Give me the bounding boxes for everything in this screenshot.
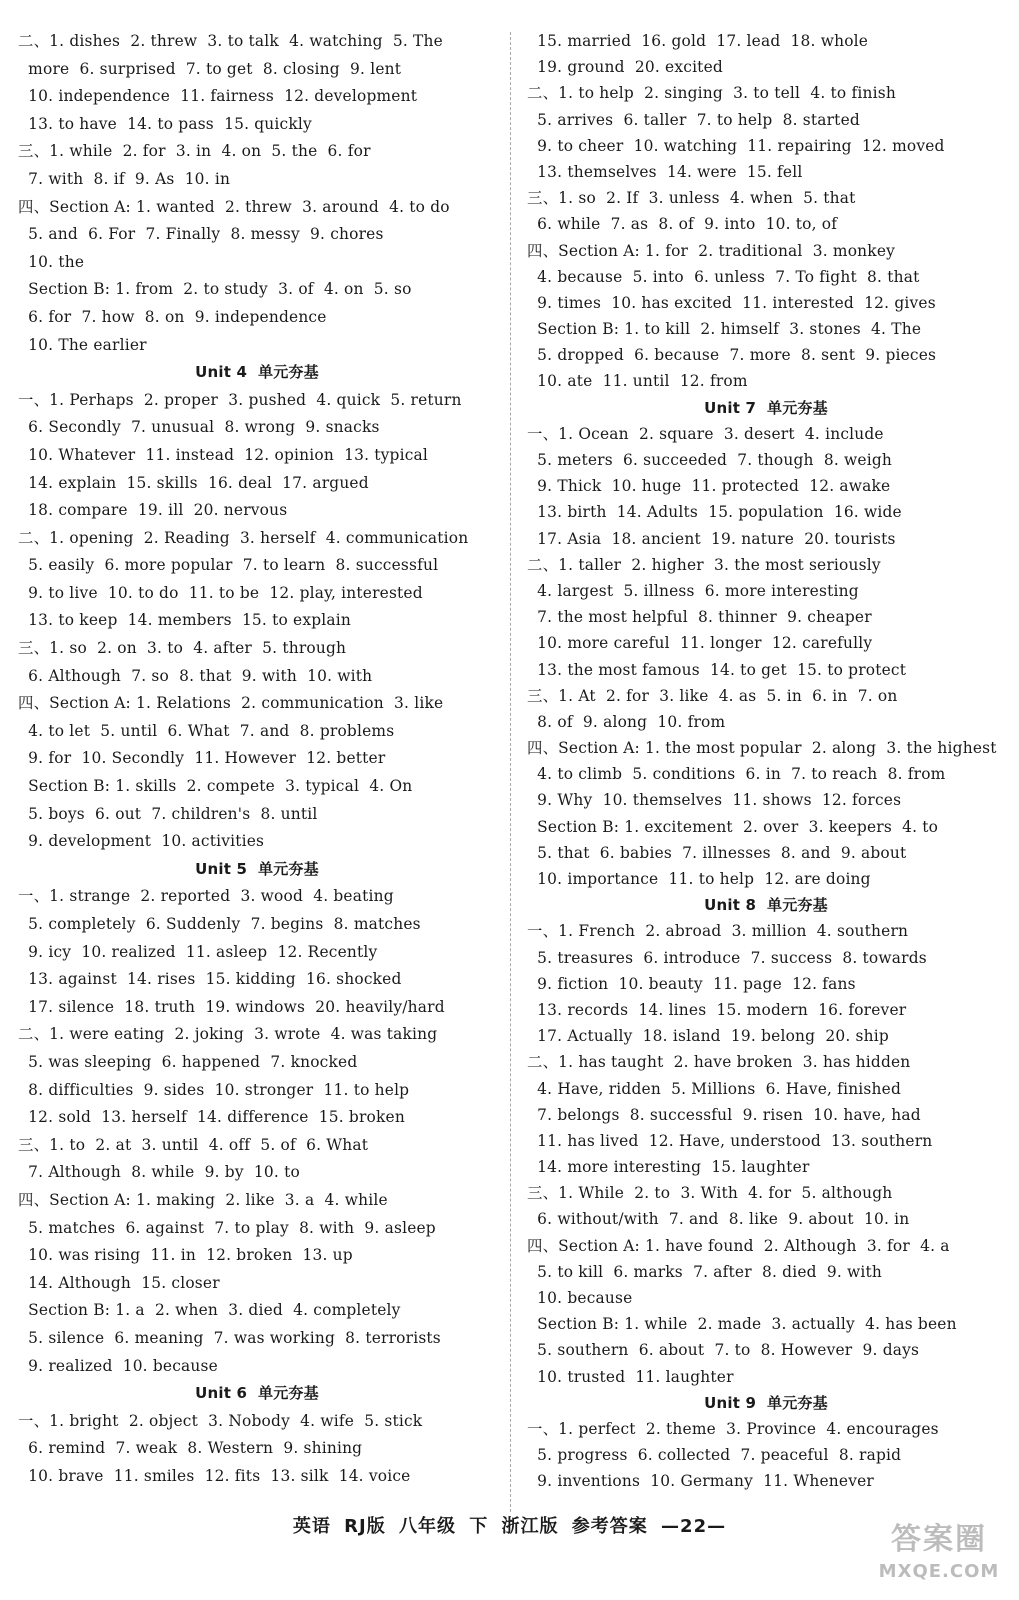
answer-line: 9. development 10. activities <box>18 832 265 851</box>
answer-line: 14. explain 15. skills 16. deal 17. argued <box>18 473 369 492</box>
unit-heading: Unit 5 单元夯基 <box>195 859 319 878</box>
answer-line: 一、1. Perhaps 2. proper 3. pushed 4. quick 5. return <box>18 390 462 409</box>
answer-line: 三、1. so 2. on 3. to 4. after 5. through <box>18 639 347 658</box>
answer-line: 7. the most helpful 8. thinner 9. cheaper <box>527 608 872 627</box>
answer-line: 6. while 7. as 8. of 9. into 10. to, of <box>527 215 838 234</box>
answer-line: 5. was sleeping 6. happened 7. knocked <box>18 1052 358 1071</box>
answer-line: 10. was rising 11. in 12. broken 13. up <box>18 1246 353 1265</box>
answer-line: 6. for 7. how 8. on 9. independence <box>18 307 327 326</box>
answer-line: 4. largest 5. illness 6. more interesting <box>527 581 859 600</box>
answer-line: 13. to have 14. to pass 15. quickly <box>18 114 312 133</box>
answer-line: 二、1. dishes 2. threw 3. to talk 4. watching 5. The <box>18 32 443 50</box>
answer-line: 5. boys 6. out 7. children's 8. until <box>18 804 318 823</box>
answer-line: 9. inventions 10. Germany 11. Whenever <box>527 1472 874 1491</box>
answer-line: 5. silence 6. meaning 7. was working 8. terrorists <box>18 1328 441 1347</box>
watermark-logo <box>869 1520 1009 1592</box>
answer-line: 9. to live 10. to do 11. to be 12. play, interested <box>18 583 423 602</box>
answer-line: 8. of 9. along 10. from <box>527 712 726 731</box>
answer-line: 9. Thick 10. huge 11. protected 12. awake <box>527 477 891 496</box>
answer-line: 5. matches 6. against 7. to play 8. with 9. asleep <box>18 1218 436 1237</box>
answer-line: 7. Although 8. while 9. by 10. to <box>18 1163 300 1182</box>
answer-line: 13. against 14. rises 15. kidding 16. shocked <box>18 970 402 989</box>
answer-line: 5. progress 6. collected 7. peaceful 8. rapid <box>527 1446 902 1465</box>
answer-line: 三、1. to 2. at 3. until 4. off 5. of 6. What <box>18 1135 369 1154</box>
unit-heading: Unit 9 单元夯基 <box>704 1393 828 1412</box>
answer-line: 9. Why 10. themselves 11. shows 12. forces <box>527 791 902 810</box>
answer-line: 13. birth 14. Adults 15. population 16. wide <box>527 503 902 522</box>
answer-line: 10. because <box>527 1289 633 1307</box>
answer-line: 13. themselves 14. were 15. fell <box>527 162 803 181</box>
answer-line: 10. ate 11. until 12. from <box>527 372 748 391</box>
answer-line: 6. Secondly 7. unusual 8. wrong 9. snacks <box>18 418 380 437</box>
answer-line: 10. The earlier <box>18 335 147 354</box>
unit-heading: Unit 4 单元夯基 <box>195 363 319 382</box>
answer-line: 9. times 10. has excited 11. interested 12. gives <box>527 293 936 312</box>
answer-line: 4. because 5. into 6. unless 7. To fight 8. that <box>527 267 920 286</box>
answer-line: 18. compare 19. ill 20. nervous <box>18 501 288 520</box>
answer-line: 6. remind 7. weak 8. Western 9. shining <box>18 1439 363 1458</box>
answer-line: 一、1. strange 2. reported 3. wood 4. beating <box>18 887 394 906</box>
answer-line: 二、1. opening 2. Reading 3. herself 4. communication <box>18 528 469 547</box>
answer-line: 4. to let 5. until 6. What 7. and 8. problems <box>18 721 395 740</box>
answer-line: 四、Section A: 1. wanted 2. threw 3. around 4. to do <box>18 197 450 216</box>
answer-line: 17. Actually 18. island 19. belong 20. ship <box>527 1027 889 1046</box>
answer-line: 8. difficulties 9. sides 10. stronger 11. to help <box>18 1080 410 1099</box>
answer-line: 四、Section A: 1. making 2. like 3. a 4. while <box>18 1190 388 1209</box>
answer-line: 5. easily 6. more popular 7. to learn 8. successful <box>18 556 439 575</box>
answer-line: 四、Section A: 1. Relations 2. communication 3. like <box>18 694 444 713</box>
answer-line: 11. has lived 12. Have, understood 13. southern <box>527 1131 933 1150</box>
answer-line: Section B: 1. from 2. to study 3. of 4. on 5. so <box>18 280 412 299</box>
answer-line: 10. more careful 11. longer 12. carefully <box>527 634 873 653</box>
answer-line: 三、1. so 2. If 3. unless 4. when 5. that <box>527 189 856 208</box>
answer-line: 5. treasures 6. introduce 7. success 8. towards <box>527 948 927 967</box>
answer-line: Section B: 1. while 2. made 3. actually 4. has been <box>527 1315 957 1334</box>
answer-line: 13. records 14. lines 15. modern 16. forever <box>527 1000 907 1019</box>
answer-line: 5. arrives 6. taller 7. to help 8. started <box>527 110 860 129</box>
answer-line: 二、1. taller 2. higher 3. the most seriously <box>527 555 881 574</box>
answer-line: 四、Section A: 1. for 2. traditional 3. monkey <box>527 241 896 260</box>
page-footer: 英语 RJ版 八年级 下 浙江版 参考答案 —22— <box>292 1516 727 1537</box>
answer-line: 二、1. to help 2. singing 3. to tell 4. to finish <box>527 84 896 103</box>
answer-line: 15. married 16. gold 17. lead 18. whole <box>527 32 869 50</box>
answer-line: 5. dropped 6. because 7. more 8. sent 9. pieces <box>527 346 937 365</box>
answer-line: 5. that 6. babies 7. illnesses 8. and 9. about <box>527 843 907 862</box>
answer-line: 17. Asia 18. ancient 19. nature 20. tourists <box>527 529 896 548</box>
answer-line: 10. trusted 11. laughter <box>527 1367 734 1386</box>
answer-line: 6. Although 7. so 8. that 9. with 10. with <box>18 666 373 685</box>
answer-line: 7. with 8. if 9. As 10. in <box>18 169 231 188</box>
answer-line: 9. fiction 10. beauty 11. page 12. fans <box>527 974 856 993</box>
answer-line: 10. the <box>18 252 85 271</box>
answer-line: more 6. surprised 7. to get 8. closing 9. lent <box>18 59 402 78</box>
answer-line: 9. for 10. Secondly 11. However 12. better <box>18 749 386 768</box>
answer-line: 三、1. At 2. for 3. like 4. as 5. in 6. in 7. on <box>527 686 898 705</box>
answer-line: 二、1. has taught 2. have broken 3. has hidden <box>527 1053 911 1072</box>
answer-line: 三、1. while 2. for 3. in 4. on 5. the 6. for <box>18 142 371 161</box>
column-divider <box>510 32 511 1512</box>
answer-line: 13. the most famous 14. to get 15. to protect <box>527 660 907 679</box>
answer-line: 三、1. While 2. to 3. With 4. for 5. although <box>527 1184 893 1203</box>
answer-line: 17. silence 18. truth 19. windows 20. heavily/hard <box>18 997 445 1016</box>
answer-line: Section B: 1. to kill 2. himself 3. stones 4. The <box>527 320 922 339</box>
left-column <box>18 28 496 1490</box>
answer-line: 一、1. bright 2. object 3. Nobody 4. wife 5. stick <box>18 1411 423 1430</box>
answer-line: 5. and 6. For 7. Finally 8. messy 9. chores <box>18 225 384 244</box>
unit-heading: Unit 7 单元夯基 <box>704 398 828 417</box>
answer-line: 一、1. Ocean 2. square 3. desert 4. include <box>527 424 884 443</box>
answer-line: 12. sold 13. herself 14. difference 15. broken <box>18 1108 405 1127</box>
answer-line: 7. belongs 8. successful 9. risen 10. have, had <box>527 1105 921 1124</box>
answer-line: 5. to kill 6. marks 7. after 8. died 9. with <box>527 1262 883 1281</box>
watermark-url: MXQE.COM <box>878 1561 1000 1582</box>
answer-line: 9. icy 10. realized 11. asleep 12. Recently <box>18 942 378 961</box>
answer-line: Section B: 1. a 2. when 3. died 4. completely <box>18 1301 401 1320</box>
answer-line: Section B: 1. excitement 2. over 3. keepers 4. to <box>527 817 939 836</box>
answer-line: 14. more interesting 15. laughter <box>527 1158 810 1177</box>
answer-line: 5. completely 6. Suddenly 7. begins 8. matches <box>18 915 421 933</box>
answer-line: 10. Whatever 11. instead 12. opinion 13. typical <box>18 445 429 464</box>
answer-line: 二、1. were eating 2. joking 3. wrote 4. was taking <box>18 1025 438 1044</box>
answer-line: 14. Although 15. closer <box>18 1273 220 1292</box>
answer-line: Section B: 1. skills 2. compete 3. typical 4. On <box>18 777 413 796</box>
answer-line: 13. to keep 14. members 15. to explain <box>18 611 352 630</box>
answer-line: 4. Have, ridden 5. Millions 6. Have, finished <box>527 1079 902 1098</box>
answer-line: 9. to cheer 10. watching 11. repairing 12. moved <box>527 136 945 155</box>
answer-line: 10. independence 11. fairness 12. development <box>18 87 418 106</box>
answer-line: 一、1. French 2. abroad 3. million 4. southern <box>527 922 909 941</box>
right-column <box>527 28 1005 1495</box>
answer-line: 19. ground 20. excited <box>527 58 723 77</box>
answer-line: 5. southern 6. about 7. to 8. However 9. days <box>527 1341 920 1360</box>
answer-line: 四、Section A: 1. have found 2. Although 3. for 4. a <box>527 1236 950 1255</box>
unit-heading: Unit 8 单元夯基 <box>704 896 828 915</box>
answer-line: 5. meters 6. succeeded 7. though 8. weigh <box>527 451 892 469</box>
answer-line: 9. realized 10. because <box>18 1356 218 1375</box>
answer-line: 一、1. perfect 2. theme 3. Province 4. encourages <box>527 1419 939 1438</box>
answer-line: 10. importance 11. to help 12. are doing <box>527 870 871 888</box>
watermark-text: 答案圈 <box>891 1522 987 1557</box>
answer-line: 6. without/with 7. and 8. like 9. about 10. in <box>527 1210 910 1229</box>
answer-line: 10. brave 11. smiles 12. fits 13. silk 14. voice <box>18 1466 411 1485</box>
answer-line: 四、Section A: 1. the most popular 2. along 3. the highest <box>527 739 997 758</box>
answer-line: 4. to climb 5. conditions 6. in 7. to reach 8. from <box>527 765 946 784</box>
unit-heading: Unit 6 单元夯基 <box>195 1384 319 1403</box>
